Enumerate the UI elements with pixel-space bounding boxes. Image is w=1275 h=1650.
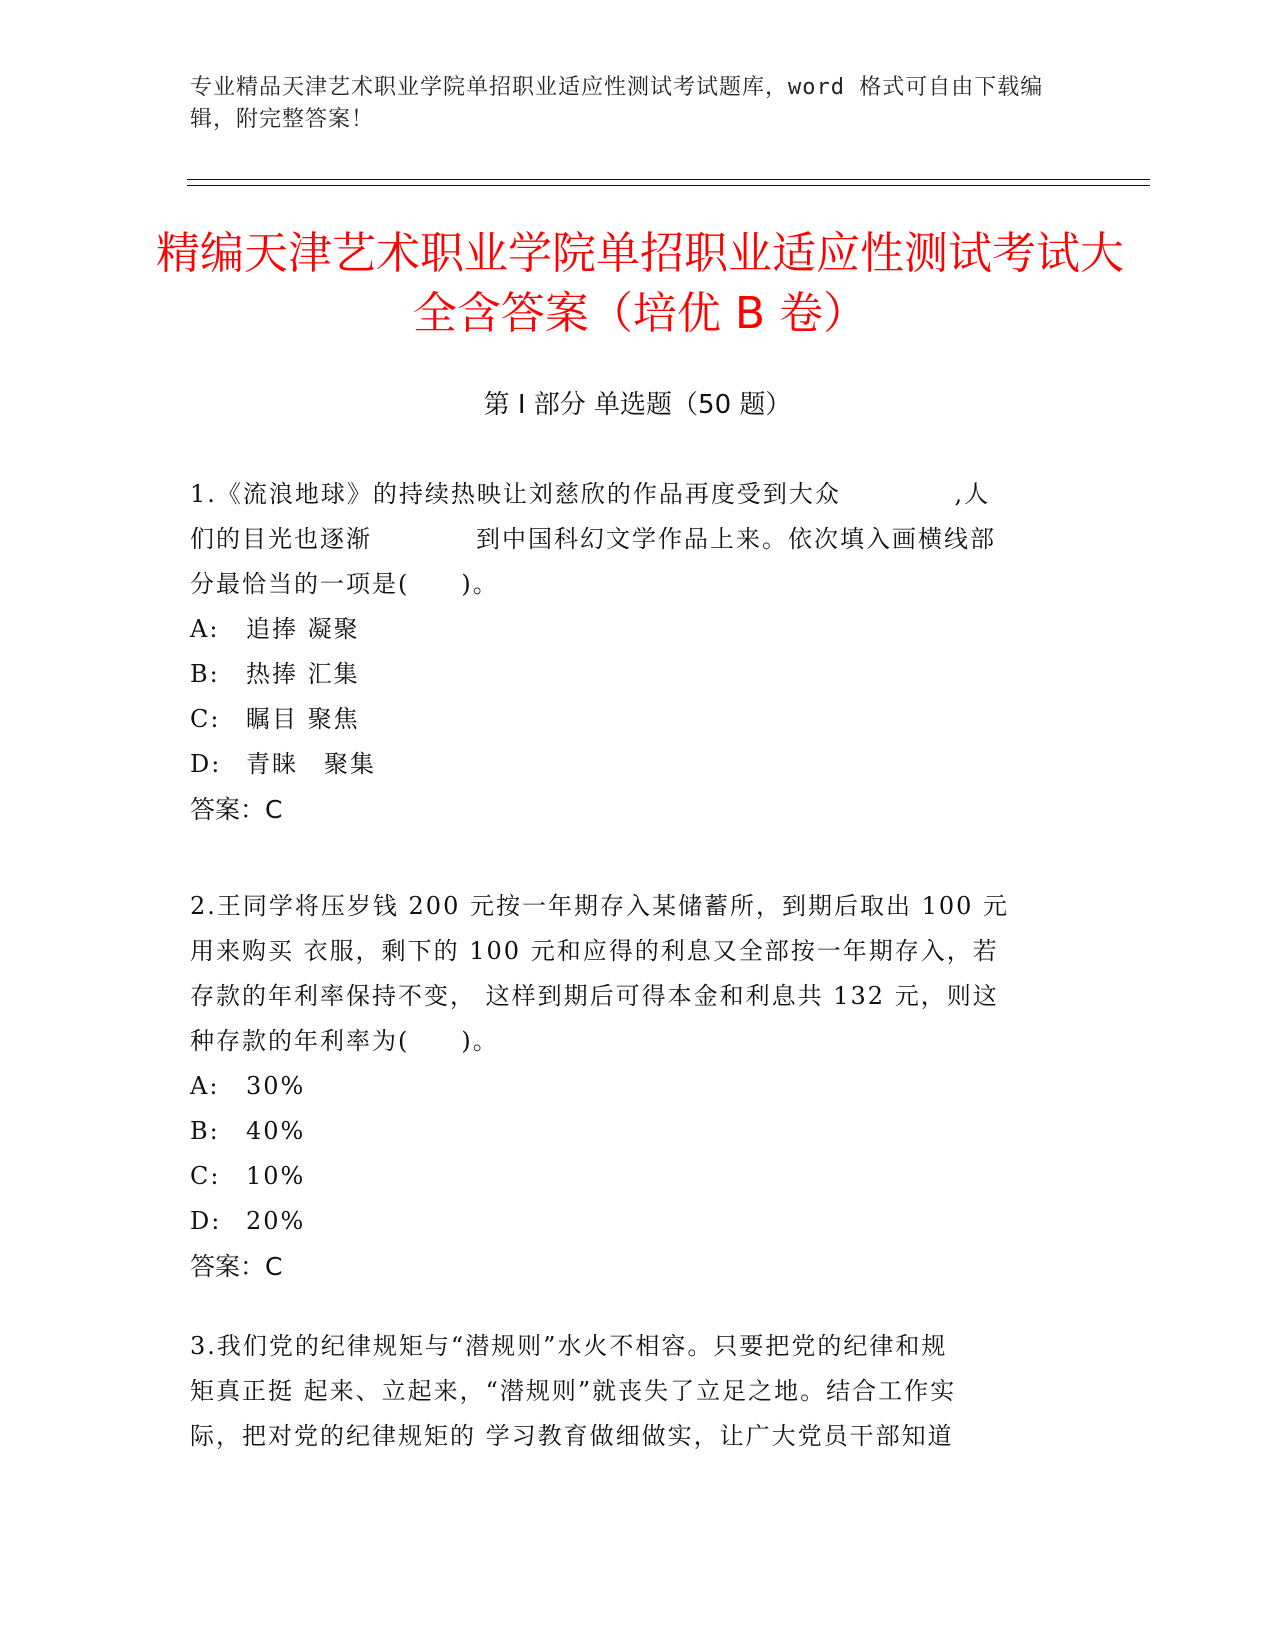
option-b [190, 652, 1070, 697]
option-text: 40% [246, 1117, 306, 1145]
option-a [190, 1064, 1070, 1109]
option-c [190, 1154, 1070, 1199]
option-letter: C: [190, 705, 221, 733]
option-d [190, 742, 1070, 787]
stem-line: 3.我们党的纪律规矩与“潜规则”水火不相容。只要把党的纪律和规 [190, 1332, 948, 1360]
header-note: 专业精品天津艺术职业学院单招职业适应性测试考试题库，word 格式可自由下载编辑，附完整答案！ [190, 75, 1044, 132]
option-text: 青睐 聚集 [246, 750, 376, 778]
option-letter: D: [190, 750, 222, 778]
option-letter: B: [190, 1117, 220, 1145]
option-b [190, 1109, 1070, 1154]
stem-line: 分最恰当的一项是( )。 [190, 570, 499, 598]
option-letter: D: [190, 1207, 222, 1235]
question-stem [190, 472, 1070, 607]
option-c [190, 697, 1070, 742]
question-stem [190, 1324, 1070, 1459]
stem-line: 用来购买 衣服，剩下的 100 元和应得的利息又全部按一年期存入，若 [190, 937, 999, 965]
question-3 [190, 1324, 1070, 1459]
option-text: 10% [246, 1162, 306, 1190]
option-letter: A: [190, 615, 220, 643]
option-letter: A: [190, 1072, 220, 1100]
option-text: 20% [246, 1207, 306, 1235]
option-a [190, 607, 1070, 652]
question-1 [190, 472, 1070, 832]
header-rule-top [187, 179, 1150, 180]
stem-line: 1.《流浪地球》的持续热映让刘慈欣的作品再度受到大众 ,人 [190, 480, 991, 508]
stem-line: 矩真正挺 起来、立起来，“潜规则”就丧失了立足之地。结合工作实 [190, 1377, 957, 1405]
option-text: 追捧 凝聚 [246, 615, 360, 643]
option-letter: B: [190, 660, 220, 688]
answer-line: 答案：C [190, 1252, 283, 1281]
option-d [190, 1199, 1070, 1244]
stem-line: 存款的年利率保持不变， 这样到期后可得本金和利息共 132 元，则这 [190, 982, 999, 1010]
stem-line: 2.王同学将压岁钱 200 元按一年期存入某储蓄所，到期后取出 100 元 [190, 892, 1010, 920]
stem-line: 际，把对党的纪律规矩的 学习教育做细做实，让广大党员干部知道 [190, 1422, 954, 1450]
document-title: 精编天津艺术职业学院单招职业适应性测试考试大全含答案（培优 B 卷） [156, 228, 1124, 339]
option-text: 热捧 汇集 [246, 660, 360, 688]
answer-line: 答案：C [190, 795, 283, 824]
question-stem [190, 884, 1070, 1064]
stem-line: 种存款的年利率为( )。 [190, 1027, 499, 1055]
header-rule-bottom [187, 185, 1150, 186]
question-2 [190, 884, 1070, 1289]
option-text: 30% [246, 1072, 306, 1100]
stem-line: 们的目光也逐渐 到中国科幻文学作品上来。依次填入画横线部 [190, 525, 996, 553]
option-text: 瞩目 聚焦 [246, 705, 360, 733]
section-heading: 第 I 部分 单选题（50 题） [483, 390, 792, 420]
option-letter: C: [190, 1162, 221, 1190]
